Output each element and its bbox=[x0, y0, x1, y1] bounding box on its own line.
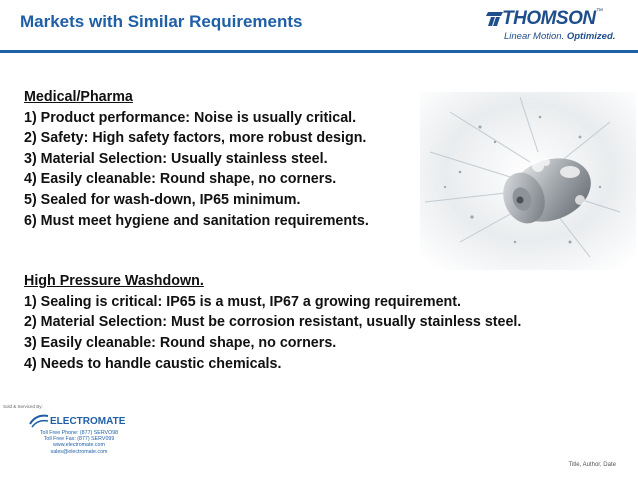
section-heading-medical: Medical/Pharma bbox=[24, 89, 133, 105]
electromate-swoosh-icon bbox=[28, 412, 50, 430]
section-spacer bbox=[24, 231, 584, 271]
section-heading-washdown: High Pressure Washdown. bbox=[24, 273, 204, 290]
list-item: 2) Safety: High safety factors, more robust design. bbox=[24, 130, 367, 147]
contact-line: Toll Free Phone: (877) SERVO98 bbox=[39, 430, 119, 436]
electromate-logo bbox=[24, 412, 124, 460]
thomson-logo bbox=[480, 6, 630, 46]
logo-tagline-prefix: Linear Motion. bbox=[504, 31, 567, 42]
logo-tagline bbox=[504, 31, 615, 42]
logo-trademark: ™ bbox=[596, 8, 603, 15]
electromate-contact bbox=[34, 430, 124, 455]
list-item: 5) Sealed for wash-down, IP65 minimum. bbox=[24, 191, 301, 208]
slide-header bbox=[0, 0, 638, 50]
electromate-name: ELECTROMATE bbox=[50, 416, 126, 427]
list-item: 1) Sealing is critical: IP65 is a must, IP67 a growing requirement. bbox=[24, 293, 461, 310]
list-item: 3) Material Selection: Usually stainless steel. bbox=[24, 150, 328, 167]
list-item: 4) Easily cleanable: Round shape, no corners. bbox=[24, 171, 337, 188]
contact-line: sales@electromate.com bbox=[50, 448, 108, 455]
list-item: 1) Product performance: Noise is usually critical. bbox=[24, 109, 357, 126]
thomson-mark-icon bbox=[484, 10, 504, 28]
slide-title: Markets with Similar Requirements bbox=[20, 12, 303, 31]
logo-brand-name: THOMSON bbox=[502, 8, 596, 29]
sold-serviced-credit: Sold & Serviced By: bbox=[3, 404, 43, 409]
list-item: 2) Material Selection: Must be corrosion resistant, usually stainless steel. bbox=[24, 314, 522, 331]
list-item: 4) Needs to handle caustic chemicals. bbox=[24, 355, 282, 372]
logo-tagline-bold: Optimized. bbox=[566, 31, 616, 42]
list-item: 6) Must meet hygiene and sanitation requirements. bbox=[24, 212, 369, 229]
contact-line: www.electromate.com bbox=[53, 442, 105, 449]
header-rule bbox=[0, 50, 638, 53]
slide-body bbox=[24, 87, 584, 374]
contact-line: Toll Free Fax: (877) SERV099 bbox=[43, 436, 115, 443]
list-item: 3) Easily cleanable: Round shape, no corners. bbox=[24, 334, 337, 351]
slide-meta: Title, Author, Date bbox=[568, 462, 616, 468]
